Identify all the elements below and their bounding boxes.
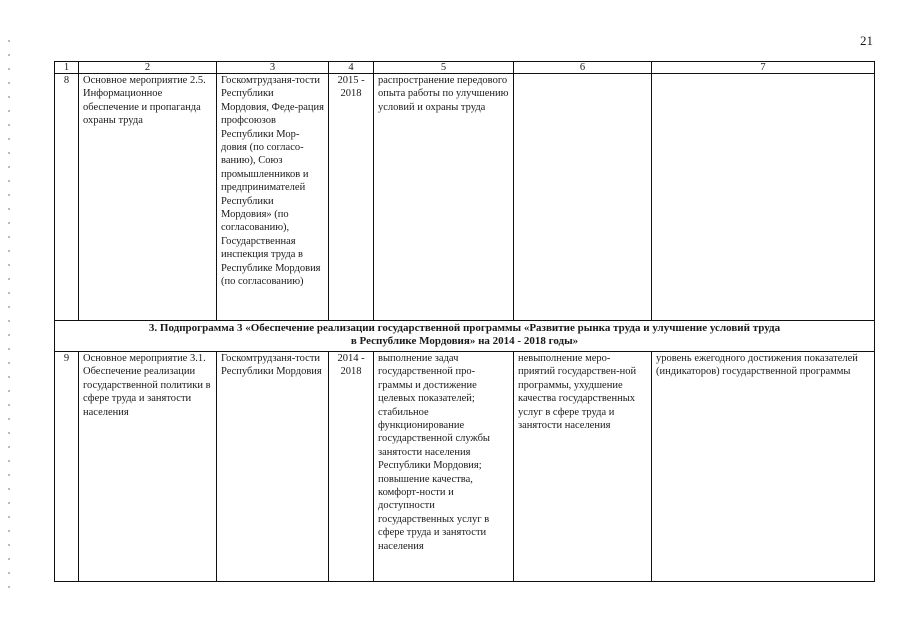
column-number: 4 xyxy=(329,62,374,74)
column-number-row xyxy=(55,62,875,74)
column-number: 5 xyxy=(374,62,514,74)
row-number: 9 xyxy=(55,352,79,582)
responsible-executors: Госкомтрудзаня-тости Республики Мордовия, Феде-рация профсоюзов Республики Мор-довия (по согласо-ванию), Союз промышленников и предпринимателей Республики Мордовия» (по согласованию), Государственная инспекция труда в Республике Мордовия (по согласованию) xyxy=(217,74,329,321)
indicators xyxy=(652,74,875,321)
binding-margin-marks xyxy=(8,40,10,600)
column-number: 2 xyxy=(79,62,217,74)
subprogram-heading xyxy=(55,321,875,352)
consequences: невыполнение меро-приятий государствен-ной программы, ухудшение качества государственных услуг в сфере труда и занятости населения xyxy=(514,352,652,582)
activity-name: Основное мероприятие 2.5. Информационное обеспечение и пропаганда охраны труда xyxy=(79,74,217,321)
column-number: 1 xyxy=(55,62,79,74)
activity-name: Основное мероприятие 3.1. Обеспечение реализации государственной политики в сфере труда и занятости населения xyxy=(79,352,217,582)
implementation-period: 2015 - 2018 xyxy=(329,74,374,321)
subprogram-heading-line2: в Республике Мордовия» на 2014 - 2018 годы» xyxy=(350,335,579,347)
subprogram-heading-row xyxy=(55,321,875,352)
implementation-period: 2014 - 2018 xyxy=(329,352,374,582)
table-row xyxy=(55,74,875,321)
indicators: уровень ежегодного достижения показателей (индикаторов) государственной программы xyxy=(652,352,875,582)
page-number: 21 xyxy=(860,33,873,48)
program-table xyxy=(54,61,875,582)
table-row xyxy=(55,352,875,582)
subprogram-heading-line1: 3. Подпрограмма 3 «Обеспечение реализации государственной программы «Развитие рынка труда и улучшение условий труда xyxy=(148,322,781,334)
row-number: 8 xyxy=(55,74,79,321)
column-number: 6 xyxy=(514,62,652,74)
expected-result: распространение передового опыта работы по улучшению условий и охраны труда xyxy=(374,74,514,321)
column-number: 3 xyxy=(217,62,329,74)
consequences xyxy=(514,74,652,321)
expected-result: выполнение задач государственной про-граммы и достижение целевых показателей; стабильное функционирование государственной службы занятости населения Республики Мордовия; повышение качества, комфорт-ности и доступности государственных услуг в сфере труда и занятости населения xyxy=(374,352,514,582)
column-number: 7 xyxy=(652,62,875,74)
responsible-executors: Госкомтрудзаня-тости Республики Мордовия xyxy=(217,352,329,582)
